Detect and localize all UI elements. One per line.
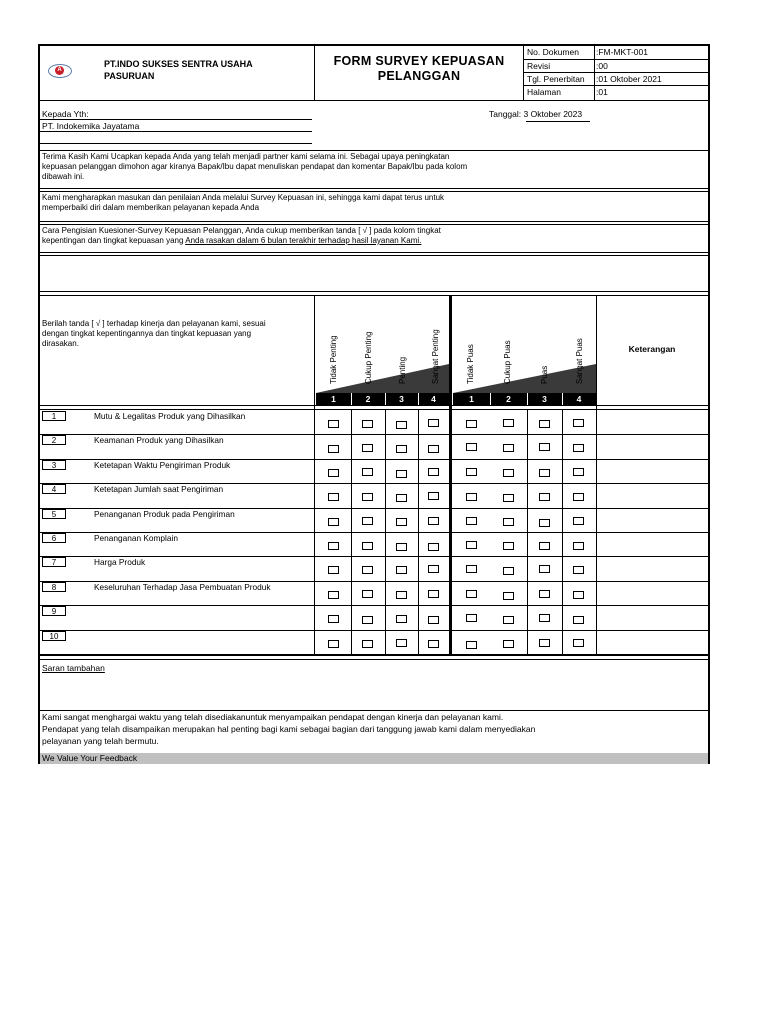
meta-row (524, 46, 710, 58)
notes-field[interactable] (597, 581, 707, 605)
rating-checkbox[interactable] (466, 493, 477, 501)
rating-checkbox[interactable] (466, 590, 477, 598)
rating-checkbox[interactable] (539, 590, 550, 598)
meta-row (524, 72, 710, 85)
rating-checkbox[interactable] (503, 518, 514, 526)
rating-checkbox[interactable] (503, 494, 514, 502)
rating-checkbox[interactable] (362, 468, 373, 476)
rating-checkbox[interactable] (573, 517, 584, 525)
rating-checkbox[interactable] (428, 468, 439, 476)
rating-checkbox[interactable] (573, 493, 584, 501)
intro-paragraph-1: Terima Kasih Kami Ucapkan kepada Anda yang telah menjadi partner kami selama ini. Sebagai upaya peningkatan kepuasan pelanggan dimohon agar kiranya Bapak/Ibu dapat menuliskan pendapat dan komentar Bapak/Ibu pada kolom dibawah ini. (42, 152, 468, 181)
scale-header: Tidak Penting (329, 335, 338, 384)
scale-header: Sangat Puas (575, 338, 584, 384)
meta-value: :01 Oktober 2021 (596, 74, 662, 84)
row-number: 7 (42, 557, 66, 567)
rating-checkbox[interactable] (396, 445, 407, 453)
rating-checkbox[interactable] (396, 518, 407, 526)
rating-checkbox[interactable] (539, 565, 550, 573)
scale-number: 2 (351, 393, 385, 405)
rating-checkbox[interactable] (466, 420, 477, 428)
rating-checkbox[interactable] (396, 639, 407, 647)
rating-checkbox[interactable] (396, 494, 407, 502)
row-number: 8 (42, 582, 66, 592)
rating-checkbox[interactable] (503, 444, 514, 452)
rating-checkbox[interactable] (503, 419, 514, 427)
recipient-label: Kepada Yth: (42, 109, 89, 119)
company-logo-icon: A (48, 64, 72, 78)
rating-checkbox[interactable] (466, 443, 477, 451)
row-label: Ketetapan Jumlah saat Pengiriman (94, 484, 224, 495)
rating-checkbox[interactable] (428, 445, 439, 453)
rating-checkbox[interactable] (573, 542, 584, 550)
rating-checkbox[interactable] (362, 590, 373, 598)
notes-field[interactable] (597, 532, 707, 556)
scale-header: Puas (540, 365, 549, 384)
meta-value: :FM-MKT-001 (596, 47, 648, 57)
rating-checkbox[interactable] (396, 615, 407, 623)
rating-checkbox[interactable] (466, 468, 477, 476)
rating-checkbox[interactable] (539, 639, 550, 647)
meta-row (524, 59, 710, 72)
rating-checkbox[interactable] (573, 566, 584, 574)
rating-checkbox[interactable] (503, 469, 514, 477)
rating-checkbox[interactable] (428, 565, 439, 573)
rating-checkbox[interactable] (328, 640, 339, 648)
rating-checkbox[interactable] (428, 543, 439, 551)
rating-checkbox[interactable] (328, 420, 339, 428)
form-title: FORM SURVEY KEPUASAN PELANGGAN (333, 54, 505, 83)
row-number: 9 (42, 606, 66, 616)
footer-bar: We Value Your Feedback (40, 753, 708, 764)
rating-checkbox[interactable] (573, 419, 584, 427)
rating-checkbox[interactable] (573, 639, 584, 647)
rating-checkbox[interactable] (539, 420, 550, 428)
notes-field[interactable] (597, 434, 707, 458)
rating-checkbox[interactable] (428, 590, 439, 598)
survey-form (38, 44, 710, 764)
rating-checkbox[interactable] (573, 616, 584, 624)
recipient-value[interactable]: PT. Indokemika Jayatama (42, 121, 140, 131)
meta-value: :00 (596, 61, 608, 71)
rating-checkbox[interactable] (539, 443, 550, 451)
rating-checkbox[interactable] (396, 543, 407, 551)
rating-checkbox[interactable] (428, 492, 439, 500)
row-label: Harga Produk (94, 557, 146, 568)
scale-number: 3 (527, 393, 562, 405)
rating-checkbox[interactable] (539, 614, 550, 622)
meta-label: Revisi (527, 61, 551, 71)
rating-checkbox[interactable] (573, 591, 584, 599)
rating-checkbox[interactable] (362, 517, 373, 525)
rating-checkbox[interactable] (428, 616, 439, 624)
scale-number: 4 (562, 393, 596, 405)
rating-checkbox[interactable] (428, 419, 439, 427)
meta-value: :01 (596, 87, 608, 97)
company-name: PT.INDO SUKSES SENTRA USAHA PASURUAN (104, 59, 253, 81)
rating-checkbox[interactable] (396, 421, 407, 429)
rating-checkbox[interactable] (328, 469, 339, 477)
row-number: 6 (42, 533, 66, 543)
rating-checkbox[interactable] (362, 640, 373, 648)
rating-checkbox[interactable] (428, 517, 439, 525)
row-number: 4 (42, 484, 66, 494)
rating-checkbox[interactable] (362, 616, 373, 624)
rating-checkbox[interactable] (328, 566, 339, 574)
row-label: Keseluruhan Terhadap Jasa Pembuatan Produk (94, 581, 271, 592)
row-label: Mutu & Legalitas Produk yang Dihasilkan (94, 411, 246, 421)
closing-text: Kami sangat menghargai waktu yang telah disediakanuntuk menyampaikan pendapat dengan kinerja dan pelayanan kami. Pendapat yang telah disampaikan merupakan hal penting bagi kami sebagai bagian dari tanggung jawab kami dalam menyediakan pelayanan yang telah bermutu. (42, 712, 536, 746)
rating-checkbox[interactable] (573, 468, 584, 476)
table-instruction: Berilah tanda [ √ ] terhadap kinerja dan pelayanan kami, sesuai dengan tingkat kepentingannya dan tingkat kepuasan yang dirasakan. (42, 319, 266, 348)
rating-checkbox[interactable] (466, 565, 477, 573)
rating-checkbox[interactable] (539, 542, 550, 550)
rating-checkbox[interactable] (503, 616, 514, 624)
scale-number: 4 (418, 393, 449, 405)
row-number: 10 (42, 631, 66, 641)
rating-checkbox[interactable] (539, 519, 550, 527)
row-number: 3 (42, 460, 66, 470)
row-label: Penanganan Produk pada Pengiriman (94, 508, 235, 519)
rating-checkbox[interactable] (466, 641, 477, 649)
scale-header: Penting (398, 356, 407, 384)
rating-checkbox[interactable] (428, 640, 439, 648)
scale-number: 2 (490, 393, 527, 405)
meta-row (524, 85, 710, 98)
rating-checkbox[interactable] (503, 640, 514, 648)
scale-number: 1 (316, 393, 351, 405)
meta-label: No. Dokumen (527, 47, 579, 57)
rating-checkbox[interactable] (328, 445, 339, 453)
rating-checkbox[interactable] (362, 444, 373, 452)
rating-checkbox[interactable] (466, 517, 477, 525)
notes-field[interactable] (597, 459, 707, 483)
notes-header: Keterangan (628, 344, 676, 354)
rating-checkbox[interactable] (328, 518, 339, 526)
date-label: Tanggal: 3 Oktober 2023 (489, 109, 583, 119)
row-label: Penanganan Komplain (94, 533, 178, 543)
suggestion-field[interactable] (40, 674, 708, 710)
rating-checkbox[interactable] (328, 591, 339, 599)
rating-checkbox[interactable] (466, 614, 477, 622)
notes-field[interactable] (597, 556, 707, 580)
row-label: Ketetapan Waktu Pengiriman Produk (94, 459, 231, 470)
rating-checkbox[interactable] (539, 493, 550, 501)
notes-field[interactable] (597, 630, 707, 654)
rating-checkbox[interactable] (362, 566, 373, 574)
row-label: Keamanan Produk yang Dihasilkan (94, 435, 224, 446)
row-number: 5 (42, 509, 66, 519)
row-number: 2 (42, 435, 66, 445)
rating-checkbox[interactable] (503, 542, 514, 550)
intro-paragraph-3: Cara Pengisian Kuesioner-Survey Kepuasan Pelanggan, Anda cukup memberikan tanda [ √ ] pada kolom tingkat kepentingan dan tingkat kepuasan yang Anda rasakan dalam 6 bulan terakhir terhadap hasil layanan Kami. (42, 226, 441, 245)
date-value[interactable]: 3 Oktober 2023 (523, 109, 583, 119)
rating-checkbox[interactable] (328, 615, 339, 623)
intro-paragraph-2: Kami mengharapkan masukan dan penilaian Anda melalui Survey Kepuasan ini, sehingga kami dapat terus untuk memperbaiki diri dalam memberikan pelayanan kepada Anda (42, 193, 445, 212)
rating-checkbox[interactable] (362, 493, 373, 501)
rating-checkbox[interactable] (328, 542, 339, 550)
scale-header: Cukup Penting (364, 331, 373, 384)
meta-label: Halaman (527, 87, 562, 97)
suggestion-label: Saran tambahan (42, 663, 105, 673)
rating-checkbox[interactable] (396, 470, 407, 478)
scale-header: Sangat Penting (431, 329, 440, 384)
rating-checkbox[interactable] (362, 420, 373, 428)
scale-header: Cukup Puas (503, 340, 512, 384)
rating-checkbox[interactable] (539, 469, 550, 477)
rating-checkbox[interactable] (396, 566, 407, 574)
rating-checkbox[interactable] (362, 542, 373, 550)
row-number: 1 (42, 411, 66, 421)
rating-checkbox[interactable] (328, 493, 339, 501)
notes-field[interactable] (597, 508, 707, 532)
rating-checkbox[interactable] (396, 591, 407, 599)
rating-checkbox[interactable] (573, 444, 584, 452)
notes-field[interactable] (597, 483, 707, 507)
scale-number: 1 (453, 393, 490, 405)
rating-checkbox[interactable] (503, 567, 514, 575)
notes-field[interactable] (597, 605, 707, 629)
notes-field[interactable] (597, 410, 707, 434)
rating-checkbox[interactable] (466, 541, 477, 549)
rating-checkbox[interactable] (503, 592, 514, 600)
scale-number: 3 (385, 393, 418, 405)
meta-label: Tgl. Penerbitan (527, 74, 585, 84)
scale-header: Tidak Puas (466, 344, 475, 384)
